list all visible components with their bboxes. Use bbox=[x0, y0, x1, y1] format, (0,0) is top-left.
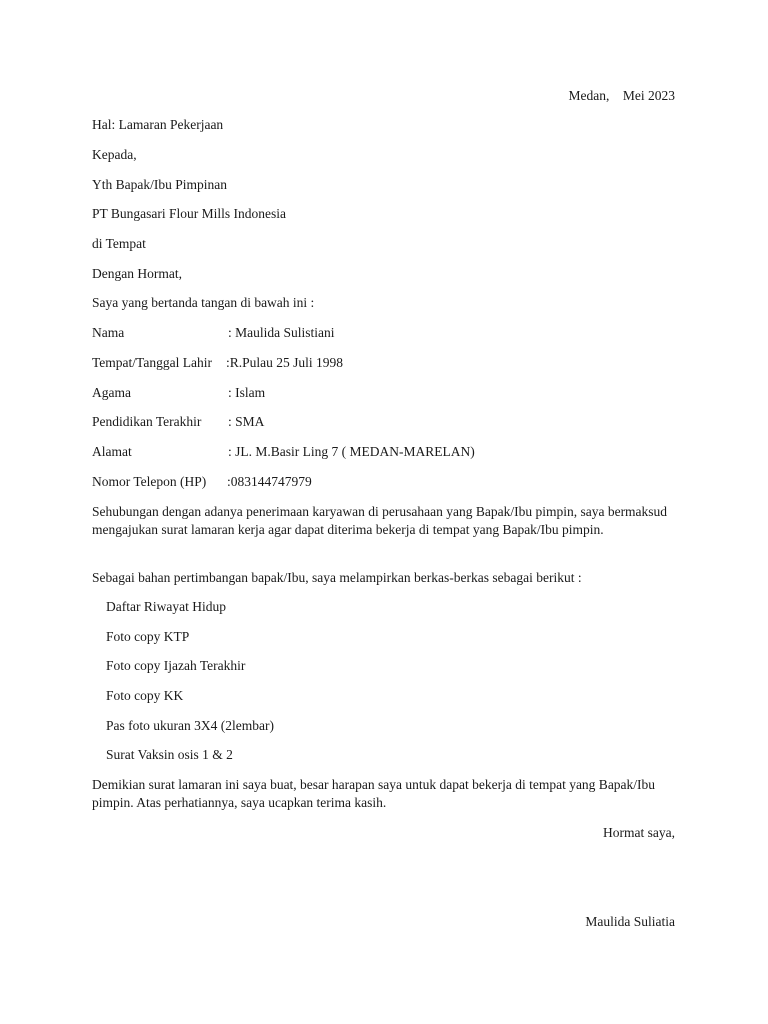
date-month: Mei 2023 bbox=[622, 88, 675, 103]
recipient-line-4: di Tempat bbox=[92, 236, 146, 251]
field-value: :R.Pulau 25 Juli 1998 bbox=[226, 355, 344, 370]
field-value: :083144747979 bbox=[227, 474, 312, 489]
intro-text: Saya yang bertanda tangan di bawah ini : bbox=[92, 295, 315, 310]
body-paragraph-1: Sehubungan dengan adanya penerimaan karyawan di perusahaan yang Bapak/Ibu pimpin, saya bermaksud mengajukan surat lamaran kerja agar dapat diterima bekerja di tempat yang Bapak/Ibu pimpin. bbox=[92, 504, 668, 537]
field-value: : JL. M.Basir Ling 7 ( MEDAN-MARELAN) bbox=[228, 444, 475, 459]
field-label: Pendidikan Terakhir bbox=[92, 414, 202, 429]
list-item: Foto copy KTP bbox=[106, 629, 190, 644]
signature-name: Maulida Suliatia bbox=[585, 914, 675, 929]
recipient-line-3: PT Bungasari Flour Mills Indonesia bbox=[92, 206, 286, 221]
field-value: : SMA bbox=[228, 414, 265, 429]
field-value: : Maulida Sulistiani bbox=[228, 325, 335, 340]
field-label: Agama bbox=[92, 385, 131, 400]
list-item: Pas foto ukuran 3X4 (2lembar) bbox=[106, 718, 274, 733]
recipient-line-2: Yth Bapak/Ibu Pimpinan bbox=[92, 177, 227, 192]
closing-paragraph: Demikian surat lamaran ini saya buat, besar harapan saya untuk dapat bekerja di tempat yang Bapak/Ibu pimpin. Atas perhatiannya, saya ucapkan terima kasih. bbox=[92, 777, 656, 810]
field-label: Nama bbox=[92, 325, 125, 340]
list-item: Surat Vaksin osis 1 & 2 bbox=[106, 747, 233, 762]
list-item: Foto copy Ijazah Terakhir bbox=[106, 658, 246, 673]
closing-salutation: Hormat saya, bbox=[603, 825, 675, 840]
letter-date bbox=[569, 87, 676, 105]
recipient-line-1: Kepada, bbox=[92, 147, 137, 162]
field-label: Nomor Telepon (HP) bbox=[92, 474, 207, 489]
field-label: Tempat/Tanggal Lahir bbox=[92, 355, 212, 370]
list-item: Foto copy KK bbox=[106, 688, 184, 703]
list-item: Daftar Riwayat Hidup bbox=[106, 599, 226, 614]
date-place: Medan, bbox=[568, 88, 610, 103]
field-value: : Islam bbox=[228, 385, 266, 400]
letter-subject: Hal: Lamaran Pekerjaan bbox=[92, 117, 224, 132]
attachments-intro: Sebagai bahan pertimbangan bapak/Ibu, saya melampirkan berkas-berkas sebagai berikut : bbox=[92, 570, 582, 585]
greeting: Dengan Hormat, bbox=[92, 266, 182, 281]
field-label: Alamat bbox=[92, 444, 132, 459]
